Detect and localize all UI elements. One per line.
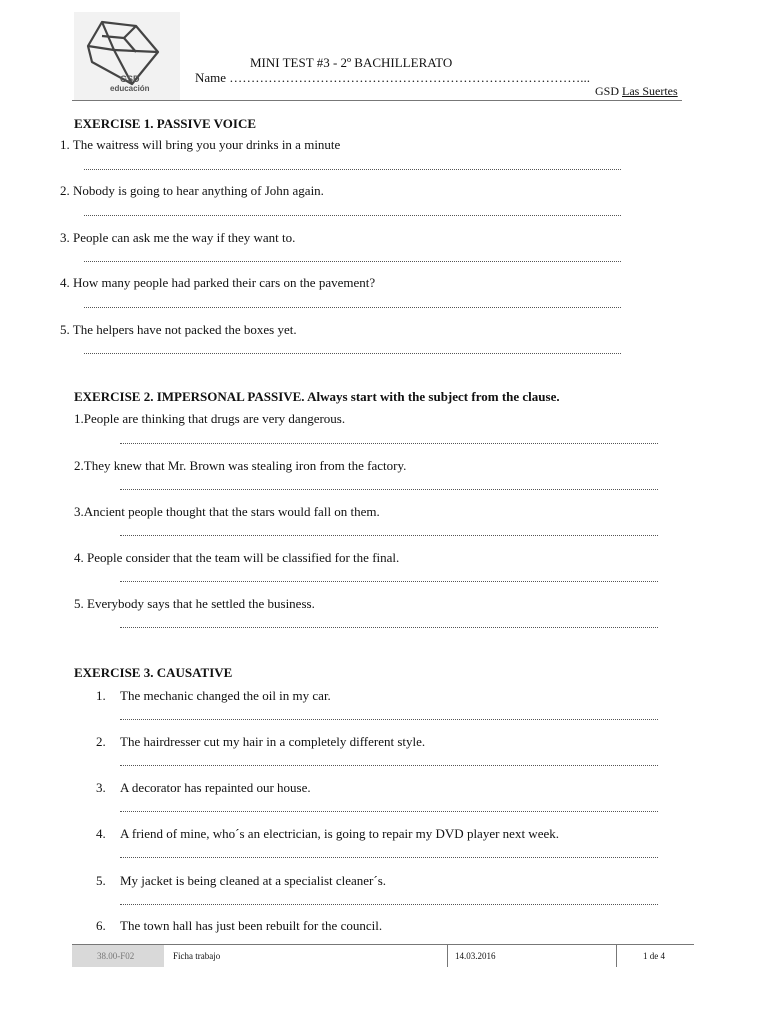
ex2-answer-line-3[interactable]: [120, 534, 658, 536]
ex3-question-6: The town hall has just been rebuilt for the council.: [120, 918, 383, 933]
footer-separator-2: [616, 945, 617, 967]
ex3-question-2-number: 2.: [96, 734, 106, 749]
name-field: Name ………………………………………………………………………...: [195, 70, 591, 85]
ex2-question-2: 2.They knew that Mr. Brown was stealing iron from the factory.: [74, 458, 407, 473]
footer-page: 1 de 4: [643, 951, 665, 961]
logo-educacion: educación: [110, 84, 150, 93]
school-name: Las Suertes: [622, 84, 678, 98]
ex3-question-3-number: 3.: [96, 780, 106, 795]
footer-code: 38.00-F02: [97, 951, 135, 961]
logo: [74, 12, 180, 100]
ex3-answer-line-3[interactable]: [120, 810, 658, 812]
logo-gsd: GSD: [120, 74, 140, 84]
ex3-question-1: The mechanic changed the oil in my car.: [120, 688, 331, 703]
school-label: [595, 83, 678, 99]
footer-doc-type: Ficha trabajo: [173, 951, 221, 961]
ex3-question-4-number: 4.: [96, 826, 106, 841]
exercise-3-title: EXERCISE 3. CAUSATIVE: [74, 665, 233, 680]
ex1-answer-line-1[interactable]: [84, 168, 621, 170]
ex3-question-3: A decorator has repainted our house.: [120, 780, 311, 795]
ex3-question-5: My jacket is being cleaned at a specialist cleaner´s.: [120, 873, 387, 888]
footer-divider: [72, 944, 694, 945]
ex1-question-1: 1. The waitress will bring you your drinks in a minute: [60, 137, 341, 152]
ex2-answer-line-5[interactable]: [120, 626, 658, 628]
ex2-answer-line-2[interactable]: [120, 488, 658, 490]
ex1-question-3: 3. People can ask me the way if they want to.: [60, 230, 296, 245]
school-prefix: GSD: [595, 84, 620, 98]
ex3-answer-line-5[interactable]: [120, 903, 658, 905]
ex2-question-3: 3.Ancient people thought that the stars would fall on them.: [74, 504, 380, 519]
ex2-answer-line-4[interactable]: [120, 580, 658, 582]
ex1-question-2: 2. Nobody is going to hear anything of John again.: [60, 183, 324, 198]
ex1-answer-line-5[interactable]: [84, 352, 621, 354]
ex1-answer-line-4[interactable]: [84, 306, 621, 308]
footer-separator-1: [447, 945, 448, 967]
ex2-question-5: 5. Everybody says that he settled the business.: [74, 596, 315, 611]
ex1-question-5: 5. The helpers have not packed the boxes yet.: [60, 322, 297, 337]
ex3-question-1-number: 1.: [96, 688, 106, 703]
page-title: MINI TEST #3 - 2º BACHILLERATO: [250, 55, 453, 70]
ex3-question-5-number: 5.: [96, 873, 106, 888]
ex1-answer-line-3[interactable]: [84, 260, 621, 262]
header-divider: [72, 100, 682, 101]
ex2-question-4: 4. People consider that the team will be classified for the final.: [74, 550, 400, 565]
ex2-answer-line-1[interactable]: [120, 442, 658, 444]
ex3-answer-line-4[interactable]: [120, 856, 658, 858]
ex3-question-6-number: 6.: [96, 918, 106, 933]
ex3-question-4: A friend of mine, who´s an electrician, is going to repair my DVD player next week.: [120, 826, 559, 841]
ex1-question-4: 4. How many people had parked their cars on the pavement?: [60, 275, 376, 290]
ex3-answer-line-2[interactable]: [120, 764, 658, 766]
footer-date: 14.03.2016: [455, 951, 496, 961]
ex2-question-1: 1.People are thinking that drugs are very dangerous.: [74, 411, 346, 426]
exercise-1-title: EXERCISE 1. PASSIVE VOICE: [74, 116, 257, 131]
ex1-answer-line-2[interactable]: [84, 214, 621, 216]
exercise-2-title: EXERCISE 2. IMPERSONAL PASSIVE. Always start with the subject from the clause.: [74, 389, 560, 404]
ex3-answer-line-1[interactable]: [120, 718, 658, 720]
ex3-question-2: The hairdresser cut my hair in a completely different style.: [120, 734, 426, 749]
